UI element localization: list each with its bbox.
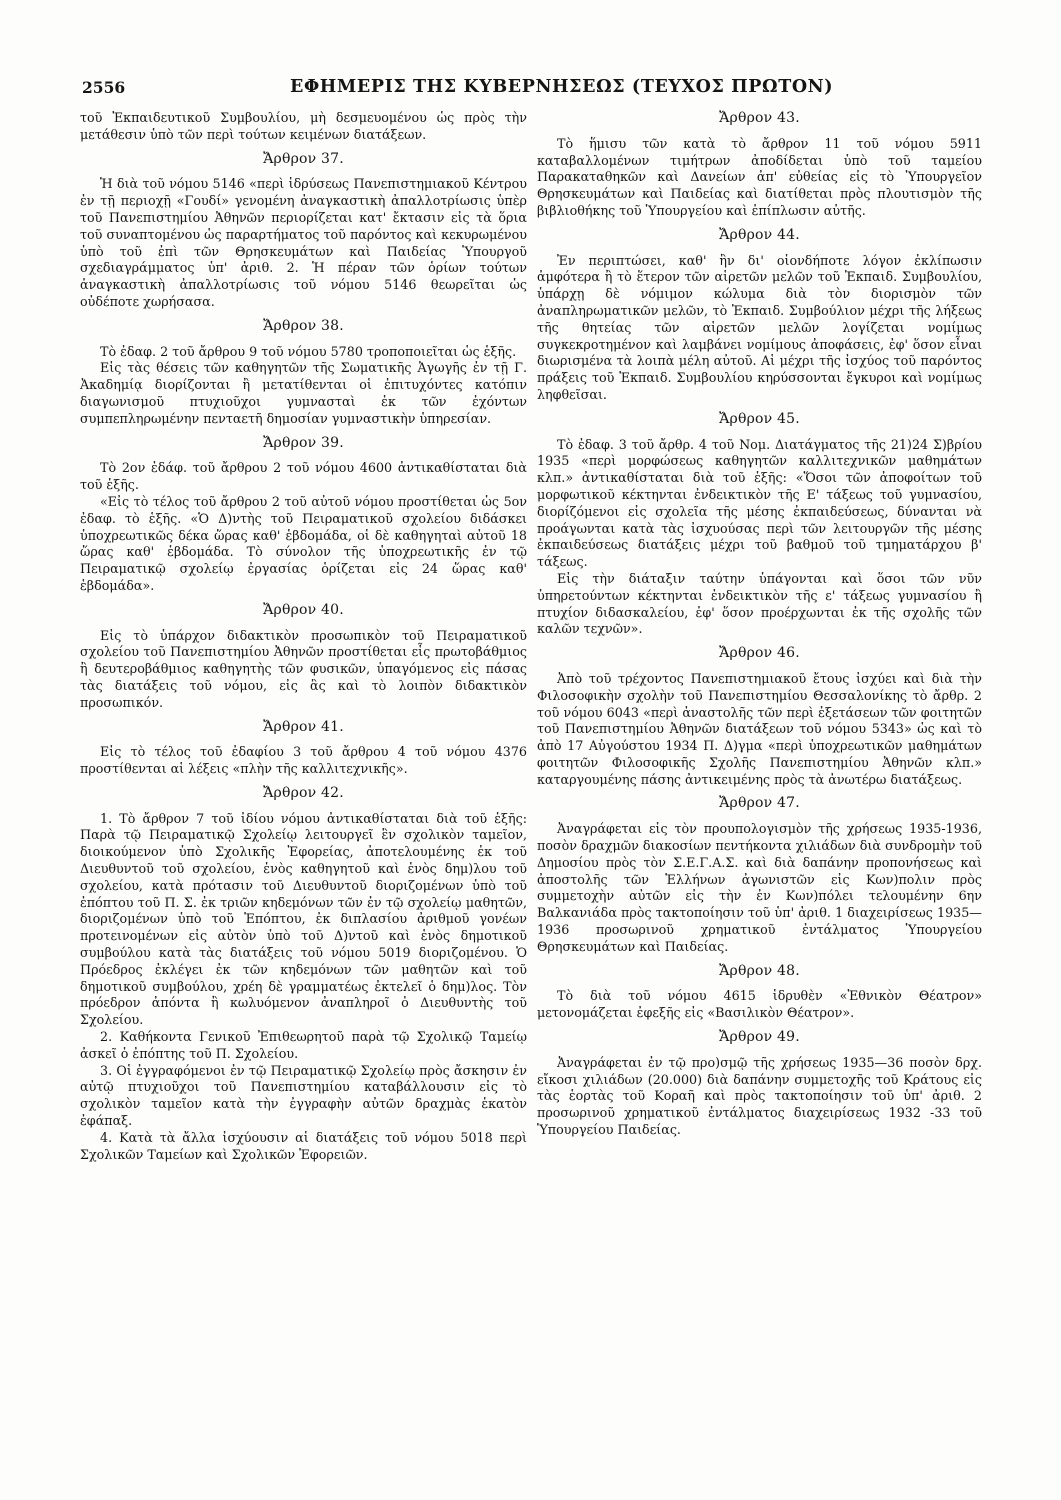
article-39-paragraph: Τὸ 2ον ἐδάφ. τοῦ ἄρθρου 2 τοῦ νόμου 4600 ἀντικαθίσταται διὰ τοῦ ἑξῆς. [80,460,527,493]
right-column [537,110,982,1139]
article-45-paragraph: Εἰς τὴν διάταξιν ταύτην ὑπάγονται καὶ ὅσοι τῶν νῦν ὑπηρετούντων κέκτηνται ἐνδεικτικὸν τῆς ε' τάξεως γυμνασίου ἢ πτυχίον διδασκαλείου, ἐφ' ὅσον προέρχωνται ἐκ τῆς σχολῆς τῶν καλῶν τεχνῶν». [537,570,982,637]
article-39-title: Ἄρθρον 39. [263,434,344,451]
intro-paragraph: τοῦ Ἐκπαιδευτικοῦ Συμβουλίου, μὴ δεσμευομένου ὡς πρὸς τὴν μετάθεσιν ὑπὸ τῶν περὶ τούτων κειμένων διατάξεων. [80,110,527,142]
article-37-title: Ἄρθρον 37. [263,150,344,167]
article-45-paragraph: Τὸ ἐδαφ. 3 τοῦ ἄρθρ. 4 τοῦ Νομ. Διατάγματος τῆς 21)24 Σ)βρίου 1935 «περὶ μορφώσεως καθηγητῶν καλλιτεχνικῶν μαθημάτων κλπ.» ἀντικαθίσταται διὰ τοῦ ἑξῆς: «Ὅσοι τῶν ἀποφοίτων τοῦ μορφωτικοῦ κέκτηνται ἐνδεικτικὸν τῆς Ε' τάξεως τοῦ γυμνασίου, διορίζόμενοι εἰς σχολεῖα τῆς μέσης ἐκπαιδεύσεως, δύνανται νὰ προάγωνται κατὰ τὰς ἰσχυούσας περὶ τῶν λειτουργῶν τῆς μέσης ἐκπαιδεύσεως διατάξεις μέχρι τοῦ βαθμοῦ τοῦ τμηματάρχου β' τάξεως. [537,436,982,570]
article-41-title: Ἄρθρον 41. [263,718,344,735]
article-46-title: Ἄρθρον 46. [719,645,800,662]
article-42-title: Ἄρθρον 42. [263,784,344,801]
article-46-paragraph: Ἀπὸ τοῦ τρέχοντος Πανεπιστημιακοῦ ἔτους ἰσχύει καὶ διὰ τὴν Φιλοσοφικὴν σχολὴν τοῦ Πανεπιστημίου Θεσσαλονίκης τὸ ἄρθρ. 2 τοῦ νόμου 6043 «περὶ ἀναστολῆς τῶν περὶ ἐξετάσεων τῶν φοιτητῶν τοῦ Πανεπιστημίου Ἀθηνῶν διατάξεων τοῦ νόμου 5343» ὡς καὶ τὸ ἀπὸ 17 Αὐγούστου 1934 Π. Δ)γμα «περὶ ὑποχρεωτικῶν μαθημάτων φοιτητῶν Φιλοσοφικῆς Σχολῆς Πανεπιστημίου Ἀθηνῶν κλπ.» καταργουμένης πάσης ἀντικειμένης πρὸς τὰ ἀνωτέρω διατάξεως. [537,670,982,787]
article-44-paragraph: Ἐν περιπτώσει, καθ' ἣν δι' οἱονδήποτε λόγον ἐκλίπωσιν ἀμφότερα ἢ τὸ ἕτερον τῶν αἱρετῶν μελῶν τοῦ Ἐκπαιδ. Συμβουλίου, ὑπάρχῃ δὲ νόμιμον κώλυμα διὰ τὸν διορισμὸν τῶν ἀναπληρωματικῶν μελῶν, τὸ Ἐκπαιδ. Συμβούλιον μέχρι τῆς λήξεως τῆς θητείας τῶν αἱρετῶν μελῶν λογίζεται νομίμως συγκεκροτημένον καὶ λαμβάνει νομίμους ἀποφάσεις, ἐφ' ὅσον εἶναι διωρισμένα τὰ λοιπὰ μέλη αὐτοῦ. Αἱ μέχρι τῆς ἰσχύος τοῦ παρόντος πράξεις τοῦ Ἐκπαιδ. Συμβουλίου κηρύσσονται ἔγκυροι καὶ νομίμως ληφθεῖσαι. [537,252,982,402]
article-42-paragraph: 3. Οἱ ἐγγραφόμενοι ἐν τῷ Πειραματικῷ Σχολείῳ πρὸς ἄσκησιν ἐν αὐτῷ πτυχιοῦχοι τοῦ Πανεπιστημίου καταβάλλουσιν εἰς τὸ σχολικὸν ταμεῖον κατὰ τὴν ἐγγραφὴν αὐτῶν δραχμὰς ἑκατὸν ἐφάπαξ. [80,1062,527,1129]
article-49-paragraph: Ἀναγράφεται ἐν τῷ προ)σμῷ τῆς χρήσεως 1935—36 ποσὸν δρχ. εἴκοσι χιλιάδων (20.000) διὰ δαπάνην συμμετοχῆς τοῦ Κράτους εἰς τὰς ἑορτὰς τοῦ Κοραῆ καὶ πρὸς τακτοποίησιν τοῦ ὑπ' ἀριθ. 2 προσωρινοῦ χρηματικοῦ ἐντάλματος διαχειρίσεως 1932 -33 τοῦ Ὑπουργείου Παιδείας. [537,1054,982,1138]
article-44-title: Ἄρθρον 44. [719,226,800,243]
article-38-paragraph: Εἰς τὰς θέσεις τῶν καθηγητῶν τῆς Σωματικῆς Ἀγωγῆς ἐν τῇ Γ. Ἀκαδημίᾳ διορίζονται ἢ μετατίθενται οἱ ἐπιτυχόντες κατόπιν διαγωνισμοῦ πτυχιοῦχοι γυμνασταὶ ἐκ τῶν ἐχόντων συμπεπληρωμένην πενταετῆ δημοσίαν γυμναστικὴν ὑπηρεσίαν. [80,360,527,426]
article-43-paragraph: Τὸ ἥμισυ τῶν κατὰ τὸ ἄρθρον 11 τοῦ νόμου 5911 καταβαλλομένων τιμήτρων ἀποδίδεται ὑπὸ τοῦ ταμείου Παρακαταθηκῶν καὶ Δανείων ἀπ' εὐθείας εἰς τὸ Ὑπουργεῖον Θρησκευμάτων καὶ Παιδείας καὶ διατίθεται πρὸς πλουτισμὸν τῆς βιβλιοθήκης τοῦ Ὑπουργείου καὶ ἐπίπλωσιν αὐτῆς. [537,135,982,218]
article-47-title: Ἄρθρον 47. [719,795,800,812]
article-42-paragraph: 2. Καθήκοντα Γενικοῦ Ἐπιθεωρητοῦ παρὰ τῷ Σχολικῷ Ταμείῳ ἀσκεῖ ὁ ἐπόπτης τοῦ Π. Σχολείου. [80,1029,527,1061]
article-43-title: Ἄρθρον 43. [719,110,800,126]
article-45-title: Ἄρθρον 45. [719,410,800,427]
article-42-paragraph: 1. Τὸ ἄρθρον 7 τοῦ ἰδίου νόμου ἀντικαθίσταται διὰ τοῦ ἑξῆς: Παρὰ τῷ Πειραματικῷ Σχολείῳ λειτουργεῖ ἓν σχολικὸν ταμεῖον, διοικούμενον ὑπὸ Σχολικῆς Ἐφορείας, ἀποτελουμένης ἐκ τοῦ Διευθυντοῦ τοῦ σχολείου, ἑνὸς καθηγητοῦ καὶ ἑνὸς δημ)λου τοῦ σχολείου, κατὰ πρότασιν τοῦ Διευθυντοῦ διοριζομένων ὑπὸ τοῦ ἐπόπτου τοῦ Π. Σ. ἐκ τριῶν κηδεμόνων τῶν ἐν τῷ σχολείῳ μαθητῶν, διοριζομένων ὑπὸ τοῦ Ἐπόπτου, ἐκ διπλασίου ἀριθμοῦ γονέων προτεινομένων εἰς αὐτὸν ὑπὸ τοῦ Δ)ντοῦ καὶ ἑνὸς δημοτικοῦ συμβούλου κατὰ τὰς διατάξεις τοῦ νόμου 5019 διοριζομένου. Ὁ Πρόεδρος ἐκλέγει ἐκ τῶν κηδεμόνων τῶν μαθητῶν καὶ τοῦ δημοτικοῦ συμβούλου, χρέη δὲ γραμματέως ἐκτελεῖ ὁ δημ)λος. Τὸν πρόεδρον ἀπόντα ἢ κωλυόμενον ἀναπληροῖ ὁ Διευθυντὴς τοῦ Σχολείου. [80,810,527,1028]
article-40-title: Ἄρθρον 40. [263,601,344,618]
article-49-title: Ἄρθρον 49. [719,1029,800,1046]
left-column [80,110,527,1163]
page-number: 2556 [82,78,126,97]
article-37-paragraph: Ἡ διὰ τοῦ νόμου 5146 «περὶ ἱδρύσεως Πανεπιστημιακοῦ Κέντρου ἐν τῇ περιοχῇ «Γουδί» γενομένη ἀναγκαστικὴ ἀπαλλοτρίωσις ὑπὲρ τοῦ Πανεπιστημίου Ἀθηνῶν περιορίζεται κατ' ἔκτασιν εἰς τὰ ὅρια τοῦ συναπτομένου ὡς παραρτήματος τοῦ παρόντος καὶ κεκυρωμένου ὑπὸ τοῦ ἐπὶ τῶν Θρησκευμάτων καὶ Παιδείας Ὑπουργοῦ σχεδιαγράμματος ὑπ' ἀριθ. 2. Ἡ πέραν τῶν ὁρίων τούτων ἀναγκαστικὴ ἀπαλλοτρίωσις τοῦ νόμου 5146 θεωρεῖται ὡς οὐδέποτε χωρήσασα. [80,176,527,309]
article-47-paragraph: Ἀναγράφεται εἰς τὸν προυπολογισμὸν τῆς χρήσεως 1935-1936, ποσὸν δραχμῶν διακοσίων πεντήκοντα χιλιάδων διὰ συνδρομὴν τοῦ Δημοσίου πρὸς τὸν Σ.Ε.Γ.Α.Σ. καὶ διὰ δαπάνην προπονήσεως καὶ ἀποστολῆς τῶν Ἑλλήνων ἀγωνιστῶν εἰς Κων)πολιν πρὸς συμμετοχὴν αὐτῶν εἰς τὴν ἐν Κων)πόλει τελουμένην 6ην Βαλκανιάδα πρὸς τακτοποίησιν τοῦ ὑπ' ἀριθ. 1 διαχειρίσεως 1935—1936 προσωρινοῦ χρηματικοῦ ἐντάλματος Ὑπουργείου Θρησκευμάτων καὶ Παιδείας. [537,821,982,954]
article-38-title: Ἄρθρον 38. [263,317,344,334]
article-48-paragraph: Τὸ διὰ τοῦ νόμου 4615 ἱδρυθὲν «Ἐθνικὸν Θέατρον» μετονομάζεται ἐφεξῆς εἰς «Βασιλικὸν Θέατρον». [537,988,982,1021]
running-head: ΕΦΗΜΕΡΙΣ ΤΗΣ ΚΥΒΕΡΝΗΣΕΩΣ (ΤΕΥΧΟΣ ΠΡΩΤΟΝ) [290,77,834,97]
article-38-paragraph: Τὸ ἐδαφ. 2 τοῦ ἄρθρου 9 τοῦ νόμου 5780 τροποποιεῖται ὡς ἑξῆς. [100,343,517,359]
article-39-paragraph: «Εἰς τὸ τέλος τοῦ ἄρθρου 2 τοῦ αὐτοῦ νόμου προστίθεται ὡς 5ον ἐδαφ. τὸ ἑξῆς. «Ὁ Δ)ντὴς τοῦ Πειραματικοῦ σχολείου διδάσκει ὑποχρεωτικῶς δέκα ὥρας καθ' ἑβδομάδα, οἱ δὲ καθηγηταὶ αὐτοῦ 18 ὥρας καθ' ἑβδομάδα. Τὸ σύνολον τῆς ὑποχρεωτικῆς ἐν τῷ Πειραματικῷ σχολείῳ ἐργασίας ὁρίζεται εἰς 24 ὥρας καθ' ἑβδομάδα». [80,493,527,593]
article-42-paragraph: 4. Κατὰ τὰ ἄλλα ἰσχύουσιν αἱ διατάξεις τοῦ νόμου 5018 περὶ Σχολικῶν Ταμείων καὶ Σχολικῶν Ἐφορειῶν. [80,1129,527,1162]
article-48-title: Ἄρθρον 48. [719,962,800,979]
article-41-paragraph: Εἰς τὸ τέλος τοῦ ἐδαφίου 3 τοῦ ἄρθρου 4 τοῦ νόμου 4376 προστίθενται αἱ λέξεις «πλὴν τῆς καλλιτεχνικῆς». [80,744,527,777]
article-40-paragraph: Εἰς τὸ ὑπάρχον διδακτικὸν προσωπικὸν τοῦ Πειραματικοῦ σχολείου τοῦ Πανεπιστημίου Ἀθηνῶν προστίθεται εἷς πρωτοβάθμιος ἢ δευτεροβάθμιος καθηγητὴς τῶν φυσικῶν, ὑπαγόμενος εἰς πάσας τὰς διατάξεις τοῦ νόμου, εἰς ἃς καὶ τὸ λοιπὸν διδακτικὸν προσωπικόν. [80,627,527,710]
